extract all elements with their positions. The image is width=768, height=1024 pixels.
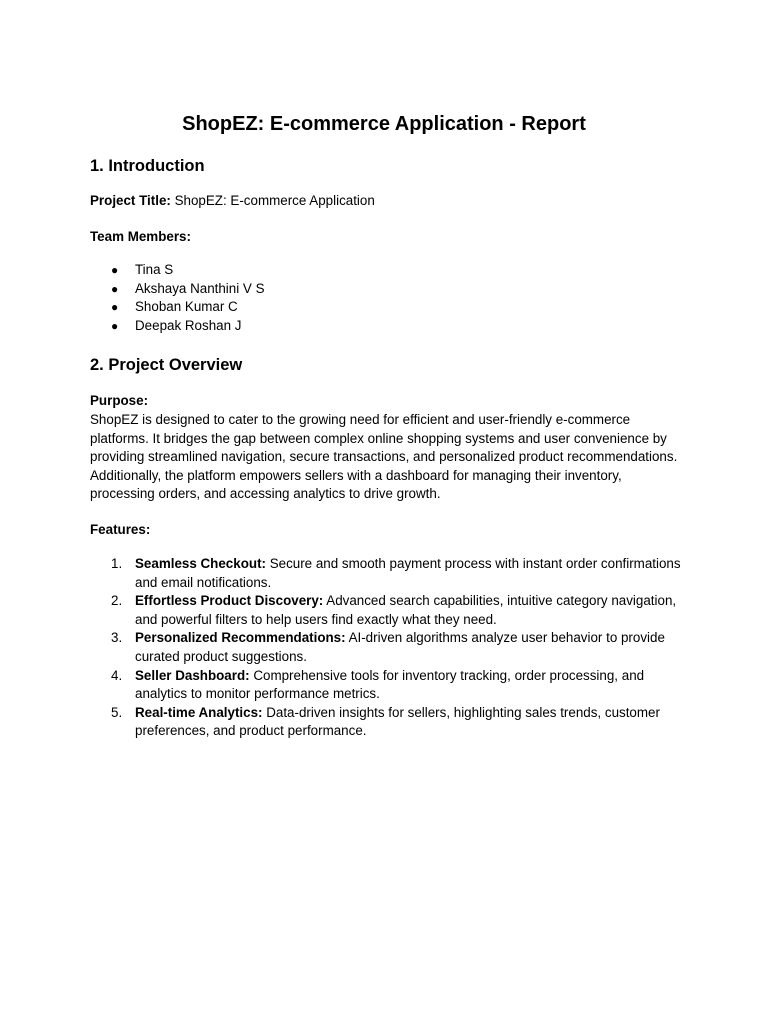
project-title-label: Project Title: [90, 193, 171, 208]
bullet-icon: ● [111, 281, 119, 296]
team-members-label: Team Members: [90, 229, 191, 244]
list-number: 4. [111, 667, 123, 683]
purpose-label: Purpose: [90, 393, 149, 408]
feature-text: Advanced search capabilities, intuitive category navigation, and powerful filters to help users find exactly what they need. [135, 593, 677, 627]
project-title-line [90, 192, 690, 211]
features-label: Features: [90, 522, 151, 537]
list-number: 3. [111, 630, 123, 646]
document-title: ShopEZ: E-commerce Application - Report [182, 113, 586, 135]
list-item [90, 317, 690, 336]
purpose-label-line [90, 392, 690, 411]
features-label-line [90, 521, 690, 540]
features-list [90, 555, 690, 741]
list-number: 1. [111, 556, 123, 571]
list-item [90, 261, 690, 280]
feature-text: Data-driven insights for sellers, highlighting sales trends, customer preferences, and product performance. [135, 704, 660, 739]
feature-text: Comprehensive tools for inventory tracking, order processing, and analytics to monitor performance metrics. [135, 667, 645, 702]
list-item [90, 667, 690, 704]
project-title-value: ShopEZ: E-commerce Application [170, 193, 375, 208]
feature-text: AI-driven algorithms analyze user behavior to provide curated product suggestions. [135, 630, 665, 664]
list-item [90, 555, 690, 592]
feature-title: Seller Dashboard: [135, 667, 250, 683]
feature-text: Secure and smooth payment process with instant order confirmations and email notifications. [135, 556, 681, 590]
list-item [90, 704, 690, 741]
bullet-icon: ● [111, 300, 119, 315]
team-member-name: Shoban Kumar C [135, 299, 238, 315]
feature-title: Seamless Checkout: [135, 556, 266, 571]
feature-title: Real-time Analytics: [135, 704, 263, 720]
bullet-icon: ● [111, 318, 119, 333]
list-number: 2. [111, 593, 123, 609]
introduction-heading: 1. Introduction [90, 157, 205, 175]
team-member-name: Akshaya Nanthini V S [135, 280, 265, 296]
list-number: 5. [111, 704, 123, 720]
list-item [90, 298, 690, 317]
overview-heading: 2. Project Overview [90, 356, 243, 374]
feature-title: Personalized Recommendations: [135, 630, 346, 646]
team-member-name: Tina S [135, 262, 174, 277]
feature-title: Effortless Product Discovery: [135, 593, 324, 609]
list-item [90, 629, 690, 666]
team-members-list [90, 261, 690, 335]
purpose-paragraph: ShopEZ is designed to cater to the growing need for efficient and user-friendly e-commerce platforms. It bridges the gap between complex online shopping systems and user convenience by providing streamlined navigation, secure transactions, and personalized product recommendations. Additionally, the platform empowers sellers with a dashboard for managing their inventory, processing orders, and accessing analytics to drive growth. [90, 412, 678, 502]
list-item [90, 280, 690, 299]
team-members-line [90, 228, 690, 247]
team-member-name: Deepak Roshan J [135, 317, 242, 333]
bullet-icon: ● [111, 263, 119, 277]
list-item [90, 592, 690, 629]
